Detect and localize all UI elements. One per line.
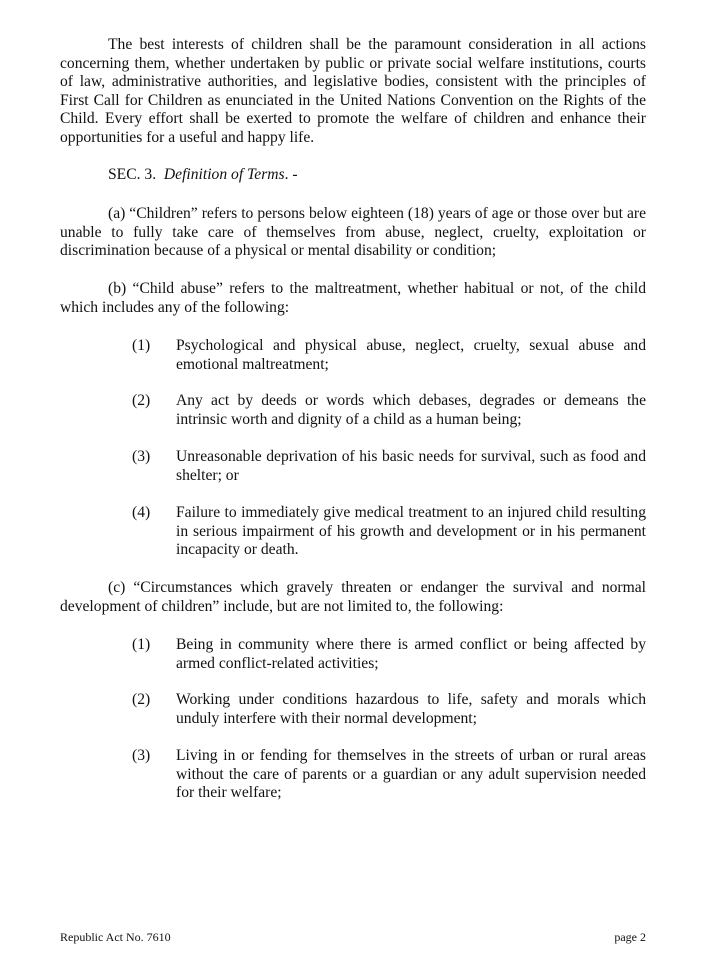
list-item-text: Unreasonable deprivation of his basic needs for survival, such as food and shelter; or <box>176 448 646 484</box>
definition-c-text: (c) “Circumstances which gravely threaten or endanger the survival and normal development of children” include, but are not limited to, the following: <box>60 579 646 615</box>
list-item-text: Being in community where there is armed conflict or being affected by armed conflict-related activities; <box>176 636 646 672</box>
list-item-number: (4) <box>132 504 151 521</box>
list-item-text: Any act by deeds or words which debases, degrades or demeans the intrinsic worth and dignity of a child as a human being; <box>176 392 646 428</box>
footer-page-number: page 2 <box>614 930 646 944</box>
definition-b-text: (b) “Child abuse” refers to the maltreatment, whether habitual or not, of the child which includes any of the following: <box>60 280 646 316</box>
list-item-number: (2) <box>132 392 151 409</box>
list-b-item-2 <box>132 392 646 429</box>
list-b-item-3 <box>132 448 646 485</box>
definition-a <box>60 205 646 261</box>
definition-b <box>60 280 646 317</box>
list-c-item-3 <box>132 747 646 803</box>
list-c-item-1 <box>132 636 646 673</box>
list-item-number: (3) <box>132 747 151 764</box>
list-item-text: Failure to immediately give medical treatment to an injured child resulting in serious impairment of his growth and development or in his permanent incapacity or death. <box>176 504 646 559</box>
section-number: SEC. 3. <box>108 166 157 183</box>
intro-paragraph-text: The best interests of children shall be the paramount consideration in all actions concerning them, whether undertaken by public or private social welfare institutions, courts of law, administrative authorities, and legislative bodies, consistent with the principles of First Call for Children as enunciated in the United Nations Convention on the Rights of the Child. Every effort shall be exerted to promote the welfare of children and enhance their opportunities for a useful and happy life. <box>60 36 646 146</box>
definition-a-text: (a) “Children” refers to persons below eighteen (18) years of age or those over but are unable to fully take care of themselves from abuse, neglect, cruelty, exploitation or discrimination because of a physical or mental disability or condition; <box>60 205 646 260</box>
list-item-number: (1) <box>132 337 151 354</box>
section-title-suffix: . - <box>284 166 298 183</box>
list-item-text: Psychological and physical abuse, neglect, cruelty, sexual abuse and emotional maltreatment; <box>176 337 646 373</box>
list-b-item-1 <box>132 337 646 374</box>
list-item-text: Living in or fending for themselves in the streets of urban or rural areas without the care of parents or a guardian or any adult supervision needed for their welfare; <box>176 747 646 802</box>
list-b-item-4 <box>132 504 646 560</box>
list-item-number: (1) <box>132 636 151 653</box>
definition-c <box>60 579 646 616</box>
list-item-number: (3) <box>132 448 151 465</box>
list-item-text: Working under conditions hazardous to life, safety and morals which unduly interfere with their normal development; <box>176 691 646 727</box>
section-title: Definition of Terms <box>163 166 285 183</box>
footer-act-number: Republic Act No. 7610 <box>60 930 171 944</box>
intro-paragraph <box>60 36 646 148</box>
list-c-item-2 <box>132 691 646 728</box>
section-heading <box>108 166 298 185</box>
list-item-number: (2) <box>132 691 151 708</box>
